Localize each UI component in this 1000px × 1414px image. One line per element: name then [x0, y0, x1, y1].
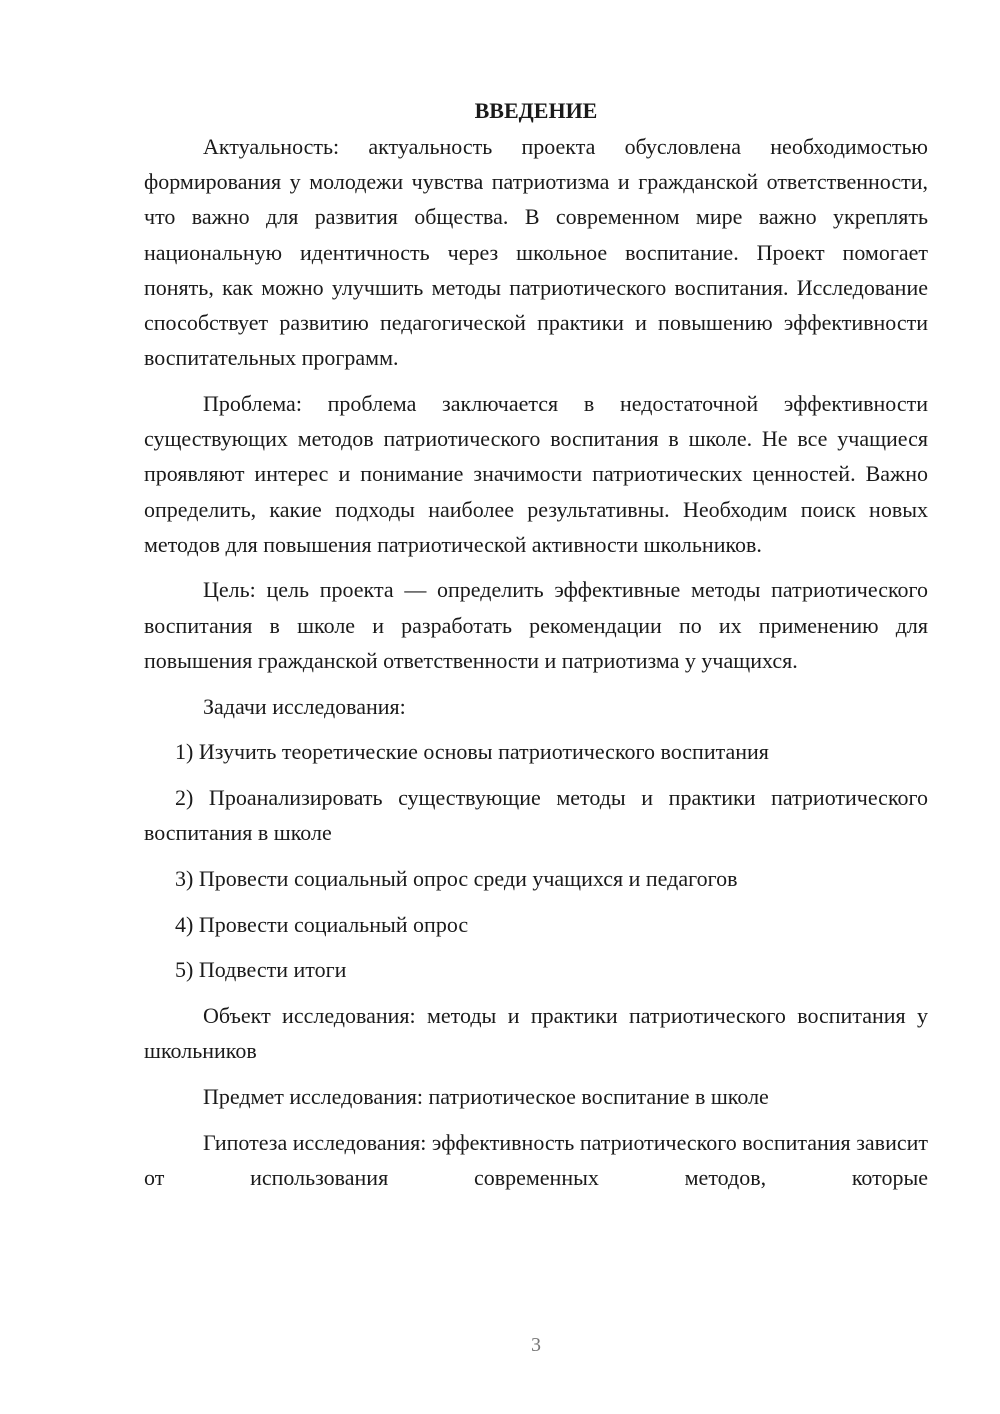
object-paragraph: Объект исследования: методы и практики патриотического воспитания у школьников [144, 1002, 928, 1064]
task-item-4: 4) Провести социальный опрос [175, 911, 469, 937]
subject-paragraph: Предмет исследования: патриотическое воспитание в школе [203, 1083, 769, 1109]
hypothesis-paragraph: Гипотеза исследования: эффективность патриотического воспитания зависит от использования современных методов, которые [144, 1129, 928, 1190]
task-item-5: 5) Подвести итоги [175, 957, 347, 983]
goal-paragraph: Цель: цель проекта — определить эффективные методы патриотического воспитания в школе и разработать рекомендации по их применению для повышения гражданской ответственности и патриотизма у учащихся. [144, 577, 928, 673]
relevance-paragraph: Актуальность: актуальность проекта обусловлена необходимостью формирования у молодежи чувства патриотизма и гражданской ответственности, что важно для развития общества. В современном мире важно укреплять национальную идентичность через школьное воспитание. Проект помогает понять, как можно улучшить методы патриотического воспитания. Исследование способствует развитию педагогической практики и повышению эффективности воспитательных программ. [144, 134, 928, 371]
task-item-2: 2) Проанализировать существующие методы и практики патриотического воспитания в школе [144, 784, 928, 846]
page-body [144, 93, 928, 1205]
problem-paragraph: Проблема: проблема заключается в недостаточной эффективности существующих методов патриотического воспитания в школе. Не все учащиеся проявляют интерес и понимание значимости патриотических ценностей. Важно определить, какие подходы наиболее результативны. Необходим поиск новых методов для повышения патриотической активности школьников. [144, 390, 928, 557]
page-number: 3 [531, 1334, 541, 1356]
page-title: ВВЕДЕНИЕ [474, 98, 598, 123]
task-item-3: 3) Провести социальный опрос среди учащихся и педагогов [175, 865, 738, 891]
task-item-1: 1) Изучить теоретические основы патриотического воспитания [175, 739, 769, 765]
tasks-heading: Задачи исследования: [203, 693, 406, 719]
